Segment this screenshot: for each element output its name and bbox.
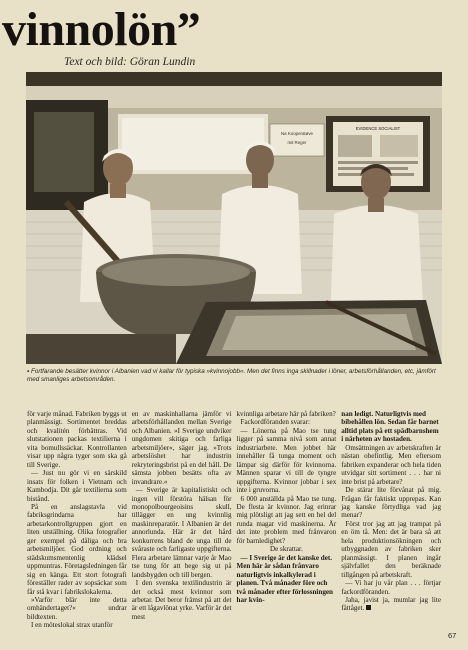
paragraph: De stärar lite förvånat på mig. Frågan får faktiskt upprepas. Kan jag kanske förtydliga vad jag menar? (341, 486, 441, 520)
wall-sign-left (270, 124, 324, 156)
paragraph: På en anslagstavla vid fabriksgrindarna har arbetarkontrollgruppen gjort en liten utställning. Olika fotografier ger exempel på dåliga och bra arbetsmiljöer. God ordning och städskumsmentenlig klädsel uppmuntras. Företagsledningen får sig en känga. Ett stort fotografi föreställer rader av sopsäckar som får stå kvar i fabrikslokalerna. (27, 502, 127, 596)
paragraph: I en möteslokal strax utanför (31, 621, 113, 630)
paragraph: — Just nu gör vi en särskild insats för folken i Vietnam och Kambodja. Dit går textilierna som bistånd. (27, 469, 127, 503)
paragraph: »Varför blär inte detta omhändertaget?« undrar bildtexten. (27, 595, 127, 621)
trough (176, 300, 442, 364)
sign-left-line1: Na Kooperatøve (281, 131, 313, 136)
article-headline: vinnolön” (2, 3, 201, 56)
paragraph: Fackordföranden svarar: (240, 418, 311, 427)
factory-workers-photo (26, 72, 442, 364)
text-column-4 (341, 410, 441, 638)
paragraph-last-text: Jaha, javist ja, mumlar jag lite fåttåget. (341, 595, 441, 613)
paragraph: Först tror jag att jag trampat på en öm tå. Men: det är bara så att hela produktionsökningen och utbyggnaden av fabriken sker planmässigt. I planen ingår självfallet den beräknade tillgången på arbetskraft. (341, 519, 441, 579)
paragraph: — Sverige är kapitalistiskt och ingen vill förstöra hälsan för monopolbourgeoisins skull, tillägger en ung kvinnlig maskinreparatör. I Albanien är det annorlunda. Här är det hård konkurrens bland de unga till de svåraste och farligaste uppgifterna. Flera arbetare lämnar varje år Mao tse tung för att bege sig ut på landsbygden och till bergen. (131, 486, 232, 579)
page-number: 67 (448, 631, 457, 640)
article-photo (26, 72, 442, 364)
paragraph: De skrattar. (270, 545, 303, 554)
text-column-3 (237, 410, 337, 638)
paragraph-emphasis: — I Sverige är det kanske det. Men här är sådan frånvaro naturligtvis inkalkylerad i planen. Två månader före och två månader efter förlossningen har kvin- (236, 553, 333, 604)
paragraph: för varje månad. Fabriken byggs ut planmässigt. Sortimentet breddas och kvalitén förbättras. Vid slutstationen packas textilierna i vita bomullssäckar. Kontrollanten visar upp några tyger som ska gå till Sverige. (27, 410, 127, 469)
paragraph: — Vi har ju vår plan . . . förtjar fackordföranden. (341, 579, 441, 596)
article-byline: Text och bild: Göran Lundin (64, 56, 196, 68)
paragraph: I den svenska textilindustrin är det också mest kvinnor som arbetar. Det beror främst på att det är ett lågavlönat yrke. Varför är det mest (131, 579, 232, 621)
text-column-1 (27, 410, 127, 638)
sign-left-line2: mit Reger (287, 140, 307, 145)
paragraph: kvinnliga arbetare här på fabriken? (236, 410, 336, 418)
end-of-article-mark (366, 605, 371, 610)
article-body (27, 410, 441, 638)
paragraph: Omsättningen av arbetskraften är nästan obefintlig. Men eftersom fabriken expanderar och hela tiden utvidgar sitt sortiment . . . har ni inte brist på arbetare? (341, 443, 441, 486)
paragraph-emphasis: nan ledigt. Naturligtvis med bibehållen lön. Sedan får barnet alltid plats på ett spädbarnshem i närheten av hostaden. (341, 410, 439, 444)
paragraph: 6 000 anställda på Mao tse tung. De flesta är kvinnor. Jag erinrar mig plötsligt att jag sett en hel del runda magar vid maskinerna. Är det inte problem med frånvaron för barnledighet? (236, 494, 337, 545)
photo-caption: ▪ Fortfarande besätter kvinnor i Albanien vad vi kallar för typiska »kvinnojobb«. Men det finns inga skillnader i löner, arbetsförhållanden, etc, jämfört med smanliges arbetsområden. (27, 368, 436, 384)
text-column-2 (132, 410, 232, 638)
paragraph: en av maskinhallarna jämför vi arbetsförhållanden mellan Sverige och Albanien. »I Sverige undviker ungdomen skitiga och farliga arbetsmiljöer«, säger jag. »Trots arbetslöshet har industrin rekryteringsbrist på en del håll. De sämsta jobben besätts ofta av invandrare.« (131, 410, 232, 486)
bulletin-title: EVIDENCE SOCIALIST (355, 126, 401, 131)
paragraph-last (341, 596, 441, 613)
paragraph: — Lönerna på Mao tse tung ligger på samma nivå som annat industriarbete. Men jobbet här innehåller få tunga moment och lämpar sig därför för kvinnorna. Männen sparar vi till de tyngre uppgifterna. Kvinnor jobbar i sex inte i gruvorna. (236, 426, 337, 495)
